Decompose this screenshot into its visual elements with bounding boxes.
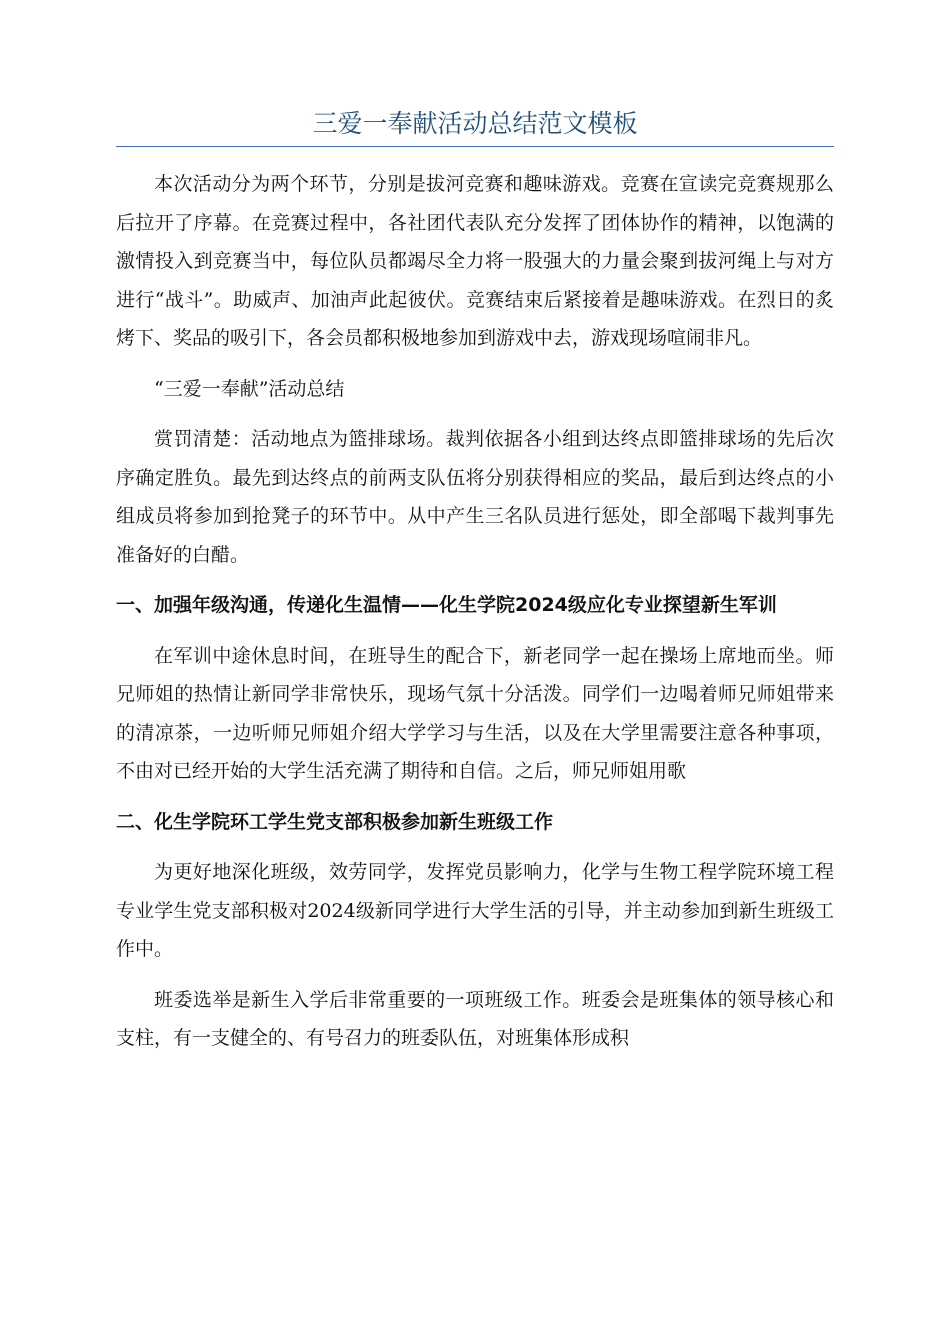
paragraph-subtitle: “三爱一奉献”活动总结 [154,377,345,400]
paragraph-party-branch: 为更好地深化班级，效劳同学，发挥党员影响力，化学与生物工程学院环境工程专业学生党支部积极对2024级新同学进行大学生活的引导，并主动参加到新生班级工作中。 [116,861,834,960]
section-heading-1: 一、加强年级沟通，传递化生温情——化生学院2024级应化专业探望新生军训 [116,594,777,616]
document-page [116,108,834,1070]
paragraph-military-training: 在军训中途休息时间，在班导生的配合下，新老同学一起在操场上席地而坐。师兄师姐的热情让新同学非常快乐，现场气氛十分活泼。同学们一边喝着师兄师姐带来的清凉茶，一边听师兄师姐介绍大学学习与生活，以及在大学里需要注意各种事项，不由对已经开始的大学生活充满了期待和自信。之后，师兄师姐用歌 [116,644,834,782]
paragraph-rules: 赏罚清楚：活动地点为篮排球场。裁判依据各小组到达终点即篮排球场的先后次序确定胜负。最先到达终点的前两支队伍将分别获得相应的奖品，最后到达终点的小组成员将参加到抢凳子的环节中。从中产生三名队员进行惩处，即全部喝下裁判事先准备好的白醋。 [116,428,834,566]
paragraph-class-committee: 班委选举是新生入学后非常重要的一项班级工作。班委会是班集体的领导核心和支柱，有一支健全的、有号召力的班委队伍，对班集体形成积 [116,988,834,1049]
document-title: 三爱一奉献活动总结范文模板 [312,109,638,138]
paragraph-activity-intro: 本次活动分为两个环节，分别是拔河竞赛和趣味游戏。竞赛在宣读完竞赛规那么后拉开了序幕。在竞赛过程中，各社团代表队充分发挥了团体协作的精神，以饱满的激情投入到竞赛当中，每位队员都竭尽全力将一股强大的力量会聚到拔河绳上与对方进行“战斗”。助威声、加油声此起彼伏。竞赛结束后紧接着是趣味游戏。在烈日的炙烤下、奖品的吸引下，各会员都积极地参加到游戏中去，游戏现场喧闹非凡。 [116,173,834,349]
title-underline [116,146,834,147]
section-heading-2: 二、化生学院环工学生党支部积极参加新生班级工作 [116,810,554,833]
